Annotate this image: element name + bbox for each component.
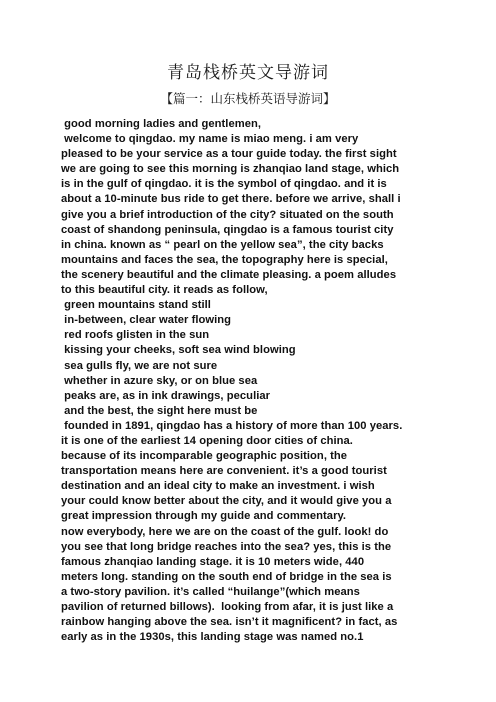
body-line: meters long. standing on the south end of bridge in the sea is	[61, 570, 392, 583]
body-line: because of its incomparable geographic position, the	[61, 450, 348, 463]
body-line: destination and an ideal city to make an investment. i wish	[61, 480, 375, 493]
body-line: in china. known as “ pearl on the yellow sea”, the city backs	[61, 238, 384, 251]
body-line: we are going to see this morning is zhanqiao land stage, which	[61, 163, 400, 176]
body-line: famous zhanqiao landing stage. it is 10 meters wide, 440	[61, 555, 365, 568]
body-line: red roofs glisten in the sun	[61, 329, 210, 342]
document-body	[61, 117, 441, 645]
body-line: to this beautiful city. it reads as follow,	[61, 284, 268, 297]
body-line: kissing your cheeks, soft sea wind blowing	[61, 344, 296, 357]
body-line: founded in 1891, qingdao has a history of more than 100 years.	[61, 419, 403, 432]
body-line: you see that long bridge reaches into the sea? yes, this is the	[61, 540, 392, 553]
body-line: a two-story pavilion. it’s called “huilange”(which means	[61, 585, 360, 598]
body-line: welcome to qingdao. my name is miao meng. i am very	[61, 133, 359, 146]
body-line: mountains and faces the sea, the topography here is special,	[61, 253, 388, 266]
body-line: it is one of the earliest 14 opening door cities of china.	[61, 434, 353, 447]
body-line: and the best, the sight here must be	[61, 404, 258, 417]
body-line: pleased to be your service as a tour guide today. the first sight	[61, 148, 397, 161]
body-line: good morning ladies and gentlemen,	[61, 118, 262, 130]
body-line: is in the gulf of qingdao. it is the symbol of qingdao. and it is	[61, 178, 387, 191]
body-line: early as in the 1930s, this landing stage was named no.1	[61, 631, 364, 644]
body-line: sea gulls fly, we are not sure	[61, 359, 218, 372]
body-line: now everybody, here we are on the coast of the gulf. look! do	[61, 525, 389, 538]
body-line: transportation means here are convenient. it’s a good tourist	[61, 465, 387, 478]
body-line: give you a brief introduction of the city? situated on the south	[61, 208, 394, 221]
body-line: your could know better about the city, and it would give you a	[61, 495, 392, 508]
body-line: peaks are, as in ink drawings, peculiar	[61, 389, 271, 402]
body-line: green mountains stand still	[61, 299, 211, 312]
body-line: pavilion of returned billows). looking from afar, it is just like a	[61, 601, 394, 613]
body-line: whether in azure sky, or on blue sea	[61, 374, 258, 387]
document-subtitle: 【篇一：山东栈桥英语导游词】	[160, 91, 336, 106]
body-line: coast of shandong peninsula, qingdao is a famous tourist city	[61, 223, 394, 236]
body-line: the scenery beautiful and the climate pleasing. a poem alludes	[61, 268, 397, 281]
document-title: 青岛栈桥英文导游词	[167, 63, 329, 83]
body-line: rainbow hanging above the sea. isn’t it magnificent? in fact, as	[61, 616, 398, 629]
body-line: in-between, clear water flowing	[61, 314, 232, 327]
body-line: about a 10-minute bus ride to get there. before we arrive, shall i	[61, 193, 401, 206]
body-line: great impression through my guide and commentary.	[61, 510, 347, 523]
